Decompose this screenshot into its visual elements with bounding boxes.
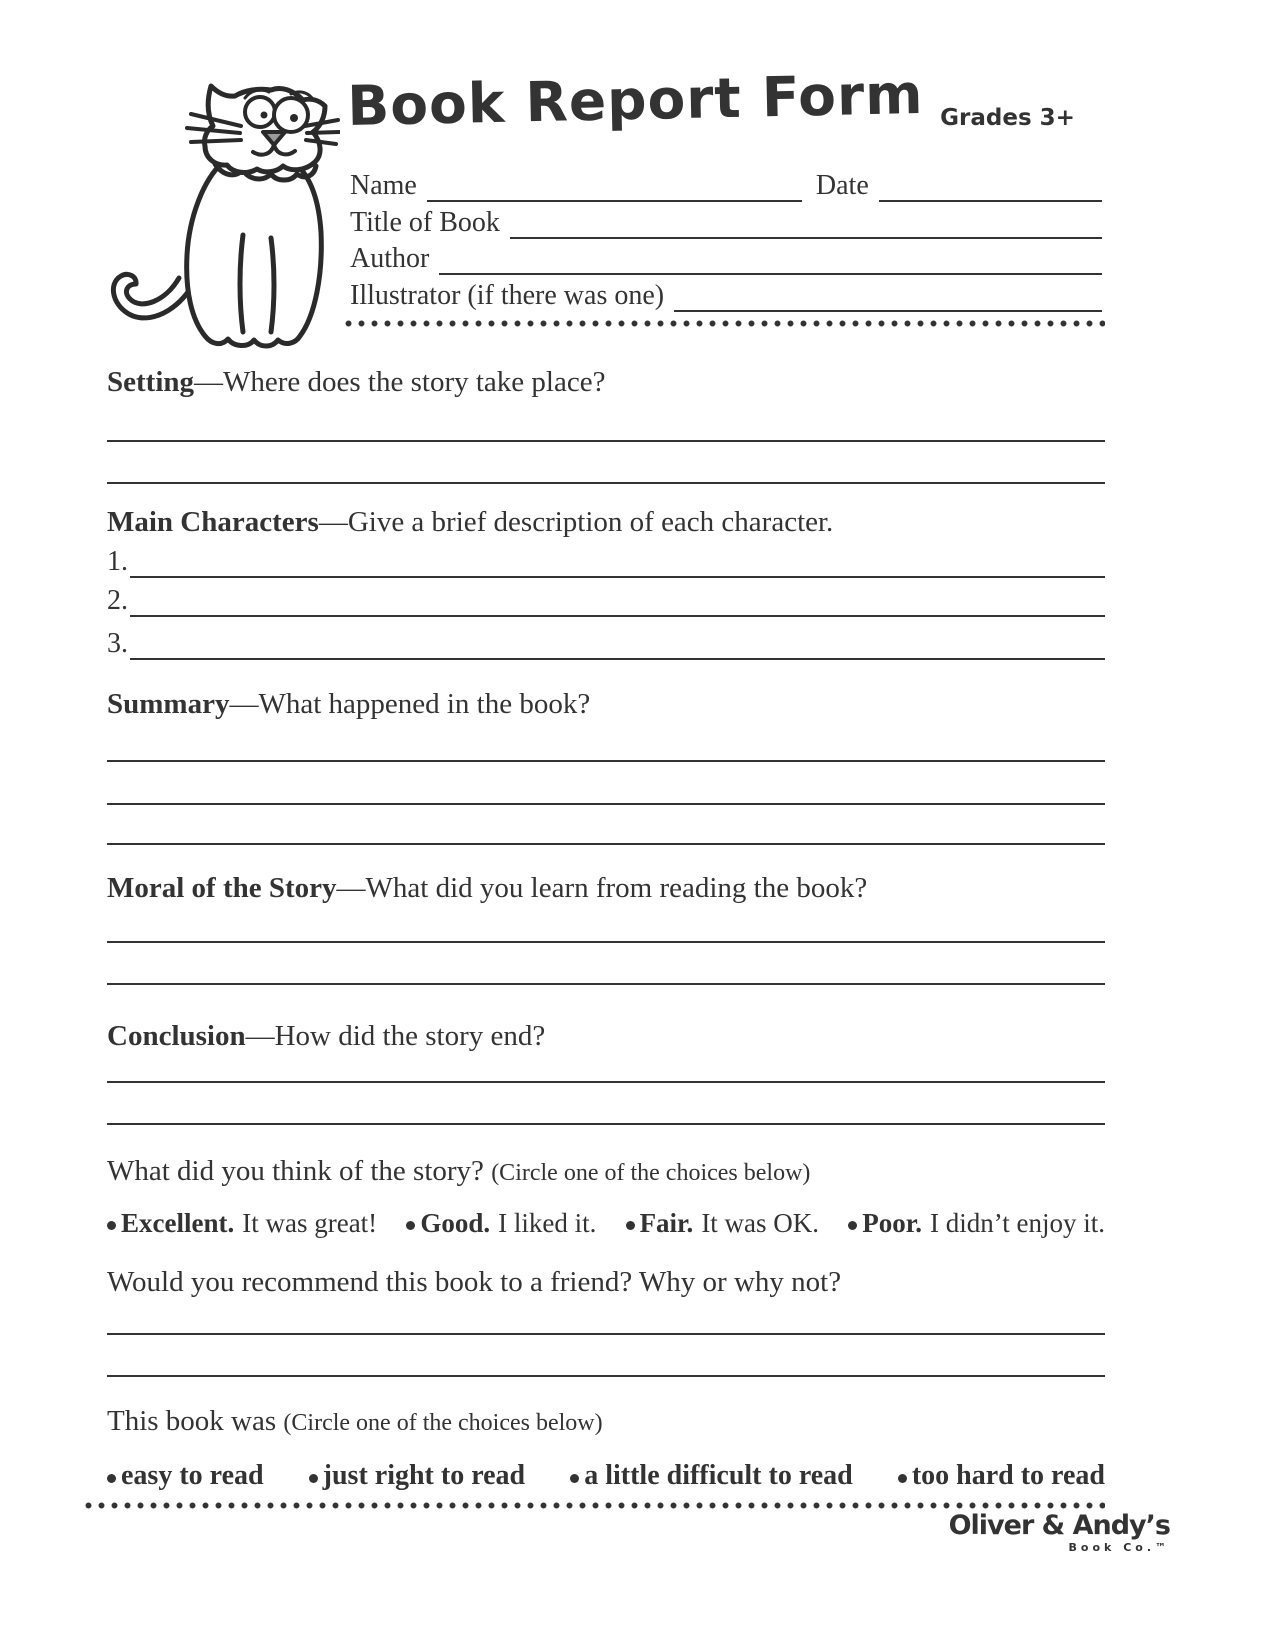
choice-good[interactable]: Good. I liked it. (406, 1208, 596, 1239)
answer-line[interactable] (107, 1081, 1105, 1083)
publisher-logo-subtext: Book Co.™ (1068, 1541, 1170, 1554)
conclusion-heading: Conclusion—How did the story end? (107, 1020, 546, 1052)
title-bar (346, 61, 1075, 138)
choice-a-little-difficult-to-read[interactable]: a little difficult to read (570, 1460, 853, 1492)
answer-line[interactable] (107, 843, 1105, 845)
illustrator-line[interactable] (674, 280, 1102, 312)
character-row-1 (107, 546, 1105, 578)
answer-line[interactable] (107, 1123, 1105, 1125)
date-line[interactable] (879, 170, 1102, 202)
bullet-icon (107, 1474, 116, 1483)
bullet-icon (309, 1474, 318, 1483)
answer-line[interactable] (130, 548, 1105, 578)
answer-line[interactable] (107, 983, 1105, 985)
illustrator-row (350, 278, 1102, 312)
item-number: 3. (107, 628, 128, 659)
bullet-icon (848, 1221, 857, 1230)
choice-fair[interactable]: Fair. It was OK. (626, 1208, 819, 1239)
bullet-icon (406, 1221, 415, 1230)
choice-excellent[interactable]: Excellent. It was great! (107, 1208, 377, 1239)
answer-line[interactable] (107, 482, 1105, 484)
opinion-choices (107, 1208, 1105, 1239)
author-line[interactable] (439, 243, 1102, 275)
header-dotted-divider (345, 320, 1105, 327)
date-label: Date (815, 170, 869, 202)
publisher-logo-text: Oliver & Andy’s (948, 1510, 1170, 1541)
book-title-line[interactable] (510, 207, 1102, 239)
choice-just-right-to-read[interactable]: just right to read (309, 1460, 525, 1492)
item-number: 2. (107, 585, 128, 616)
grades-badge: Grades 3+ (940, 105, 1075, 131)
illustrator-label: Illustrator (if there was one) (350, 280, 665, 312)
name-line[interactable] (427, 170, 802, 202)
author-label: Author (350, 243, 430, 275)
moral-heading: Moral of the Story—What did you learn from reading the book? (107, 872, 868, 904)
summary-heading: Summary—What happened in the book? (107, 688, 591, 720)
opinion-instruction: (Circle one of the choices below) (491, 1160, 811, 1186)
author-row (350, 241, 1102, 275)
publisher-logo (949, 1512, 1170, 1554)
difficulty-choices (107, 1460, 1105, 1492)
bullet-icon (107, 1221, 116, 1230)
choice-too-hard-to-read[interactable]: too hard to read (898, 1460, 1105, 1492)
answer-line[interactable] (107, 1375, 1105, 1377)
book-title-label: Title of Book (350, 207, 500, 239)
answer-line[interactable] (107, 803, 1105, 805)
answer-line[interactable] (107, 440, 1105, 442)
bullet-icon (626, 1221, 635, 1230)
bullet-icon (898, 1474, 907, 1483)
characters-heading: Main Characters—Give a brief description of each character. (107, 506, 834, 538)
answer-line[interactable] (130, 587, 1105, 617)
setting-heading: Setting—Where does the story take place? (107, 366, 606, 398)
character-row-2 (107, 585, 1105, 617)
name-date-row (350, 168, 1102, 202)
choice-easy-to-read[interactable]: easy to read (107, 1460, 264, 1492)
item-number: 1. (107, 546, 128, 577)
answer-line[interactable] (130, 630, 1105, 660)
answer-line[interactable] (107, 1333, 1105, 1335)
bullet-icon (570, 1474, 579, 1483)
difficulty-instruction: (Circle one of the choices below) (283, 1410, 603, 1436)
recommend-question: Would you recommend this book to a friend? Why or why not? (107, 1266, 842, 1298)
difficulty-question: This book was (Circle one of the choices below) (107, 1405, 603, 1437)
character-row-3 (107, 628, 1105, 660)
cat-illustration-icon (95, 70, 340, 355)
answer-line[interactable] (107, 941, 1105, 943)
answer-line[interactable] (107, 760, 1105, 762)
choice-poor[interactable]: Poor. I didn’t enjoy it. (848, 1208, 1105, 1239)
footer-dotted-divider (85, 1502, 1105, 1509)
opinion-question: What did you think of the story? (Circle one of the choices below) (107, 1155, 811, 1187)
page-title: Book Report Form (346, 61, 925, 138)
book-title-row (350, 205, 1102, 239)
name-label: Name (350, 170, 417, 202)
